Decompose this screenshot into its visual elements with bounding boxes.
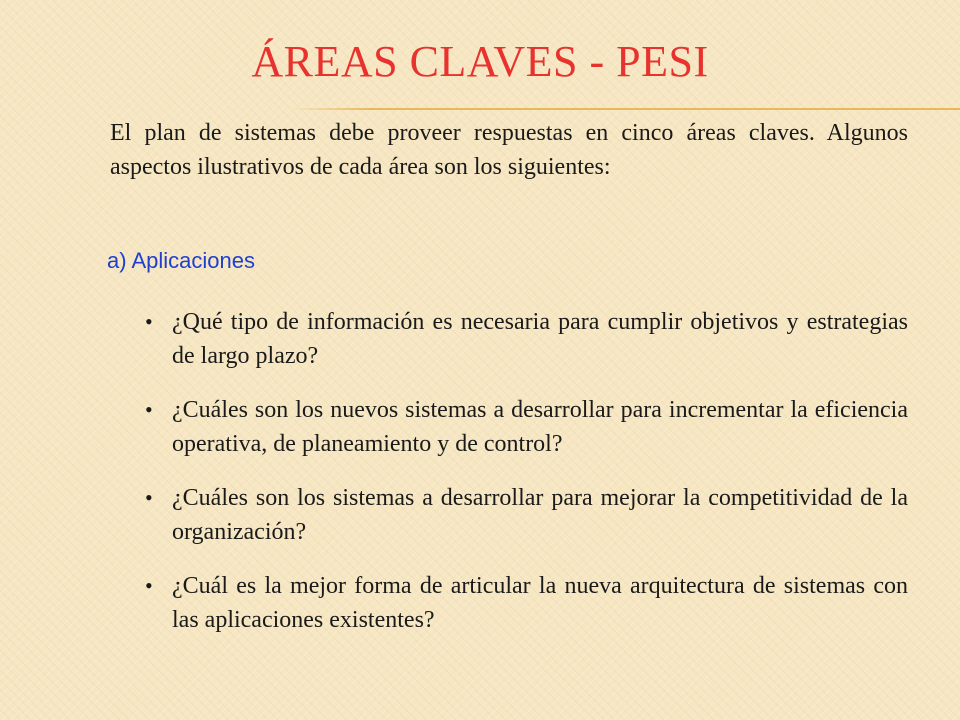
list-item-text: ¿Qué tipo de información es necesaria para cumplir objetivos y estrategias de largo plazo? [172, 309, 908, 369]
list-item-text: ¿Cuáles son los nuevos sistemas a desarrollar para incrementar la eficiencia operativa, de planeamiento y de control? [172, 397, 908, 457]
intro-paragraph: El plan de sistemas debe proveer respuestas en cinco áreas claves. Algunos aspectos ilustrativos de cada área son los siguientes: [110, 120, 908, 180]
section-label: a) Aplicaciones [107, 248, 255, 273]
list-item [145, 393, 908, 461]
list-item-text: ¿Cuáles son los sistemas a desarrollar para mejorar la competitividad de la organización? [172, 485, 908, 545]
slide-title: ÁREAS CLAVES - PESI [251, 37, 709, 86]
list-item [145, 305, 908, 373]
title-divider [290, 108, 960, 110]
bullet-icon: • [145, 309, 153, 334]
list-item [145, 569, 908, 637]
question-list [145, 305, 908, 657]
bullet-icon: • [145, 573, 153, 598]
list-item [145, 481, 908, 549]
list-item-text: ¿Cuál es la mejor forma de articular la nueva arquitectura de sistemas con las aplicaciones existentes? [172, 573, 908, 633]
bullet-icon: • [145, 397, 153, 422]
bullet-icon: • [145, 485, 153, 510]
